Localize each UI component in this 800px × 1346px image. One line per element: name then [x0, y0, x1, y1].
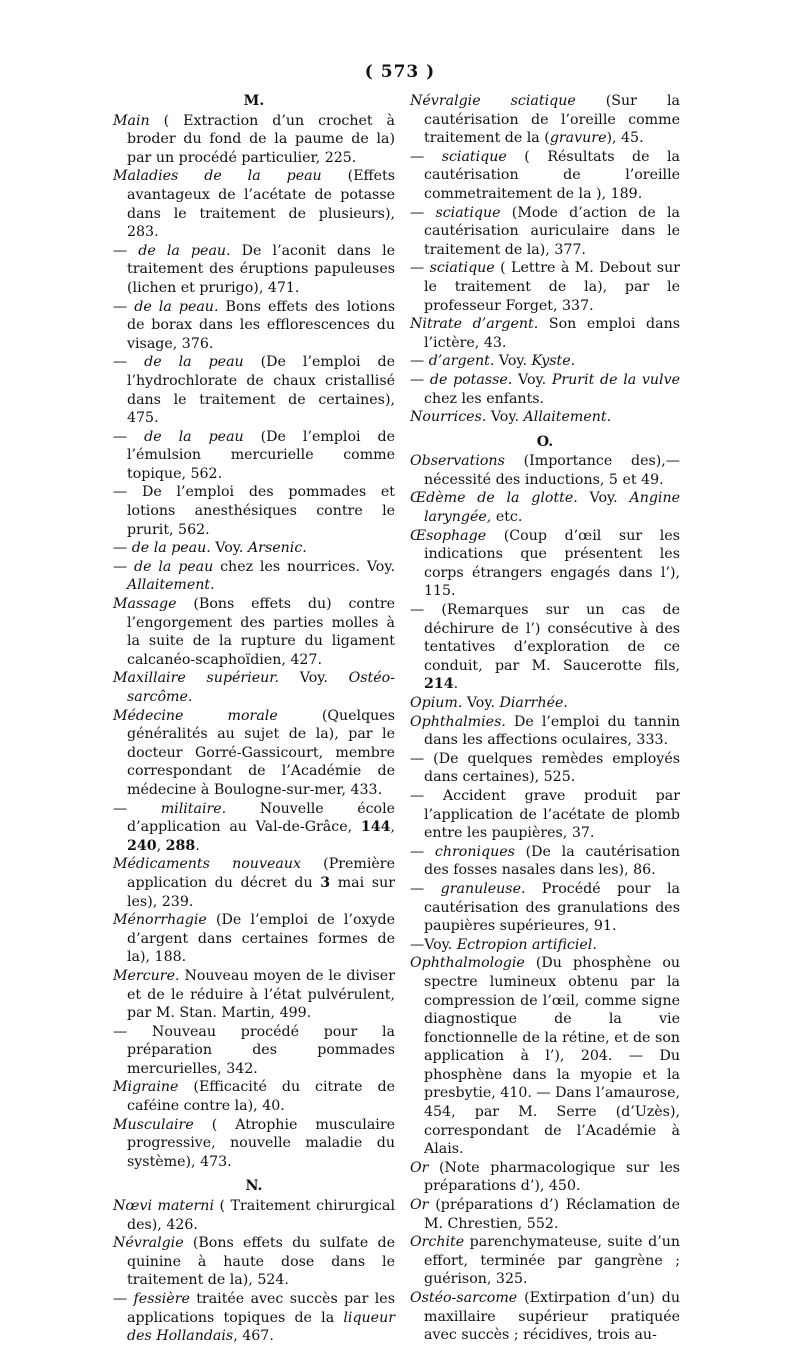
index-entry [410, 1159, 680, 1196]
index-entry [410, 148, 680, 204]
entry-text: Voy. [577, 490, 630, 507]
entry-term: militaire. [160, 800, 227, 817]
entry-text: De l’emploi du tannin dans les affections oculaires, 333. [424, 713, 680, 749]
entry-term: Ophthalmies. [410, 713, 506, 730]
entry-text: Voy. [494, 353, 532, 370]
entry-text: — [410, 204, 436, 221]
entry-term: Angine laryngée, [424, 490, 680, 526]
entry-text: (Bons effets du sulfate de quinine à haute dose dans le traitement de la), 524. [127, 1235, 395, 1289]
entry-text: — [410, 880, 441, 897]
index-entry [113, 1197, 395, 1234]
entry-text: ), 45. [606, 130, 644, 147]
index-entry [113, 558, 395, 595]
entry-term: fessière [133, 1291, 190, 1307]
entry-text: — [410, 843, 435, 860]
entry-text: — [113, 242, 139, 259]
entry-text: 214 [424, 676, 454, 693]
entry-text: (préparations d’) Réclamation de M. Chrestien, 552. [424, 1197, 680, 1232]
entry-term: gravure [549, 130, 607, 147]
section-letter-heading: O. [536, 433, 554, 450]
entry-text: De l’aconit dans le traitement des éruptions papuleuses (lichen et prurigo), 471. [127, 242, 396, 296]
index-entry [410, 408, 680, 427]
index-entry [113, 1234, 395, 1290]
entry-text: (Extirpation d’un) du maxillaire supérieur pratiquée avec succès ; récidives, trois au- [424, 1290, 680, 1344]
entry-text: — Accident grave produit par l’application de l’acétate de plomb entre les paupières, 37. [410, 787, 680, 842]
entry-text: mai sur les), 239. [127, 874, 395, 910]
entry-text: Voy. [512, 371, 552, 388]
entry-term: Main [113, 112, 150, 129]
entry-text: ( Lettre à M. Debout sur le traitement de la), par le professeur Forget, 337. [424, 260, 681, 314]
entry-text: — [113, 428, 145, 445]
entry-text: 240 [127, 837, 157, 854]
entry-term: granuleuse. [440, 880, 526, 897]
entry-text: — [113, 354, 145, 371]
entry-text: (De l’emploi de l’oxyde d’argent dans certaines formes de la), 188. [127, 912, 395, 966]
index-entry [410, 1196, 680, 1233]
entry-text: (Coup d’œil sur les indications que présentent les corps étrangers engagés dans l’), 115. [424, 527, 680, 600]
entry-term: Nœvi materni [113, 1198, 214, 1215]
index-entry [113, 1116, 395, 1172]
entry-text: ( Extraction d’un crochet à broder du fond de la paume de la) par un procédé particulier, 225. [127, 112, 395, 166]
entry-term: sciatique [435, 204, 501, 221]
index-entry [410, 880, 680, 936]
entry-text: (Mode d’action de la cautérisation auriculaire dans le traitement de la), 377. [424, 204, 681, 258]
entry-term: de la peau. [131, 540, 211, 557]
entry-text: traitée avec succès par les applications topiques de la [127, 1291, 395, 1326]
index-entry [410, 1233, 680, 1289]
entry-text: — [113, 540, 132, 557]
index-entry [410, 936, 680, 955]
index-entry [113, 483, 395, 539]
entry-text: Nouvelle école d’application au Val-de-Grâce, [127, 800, 396, 836]
entry-term: Maxillaire supérieur. [113, 670, 280, 687]
entry-text: chez les enfants. [424, 390, 545, 407]
entry-text: ( Traitement chirurgical des), 426. [127, 1198, 395, 1233]
entry-term: Ostéo-sarcôme. [127, 670, 395, 705]
entry-term: Névralgie [113, 1235, 184, 1252]
entry-text: — [410, 371, 430, 388]
index-entry [410, 750, 680, 787]
entry-term: Massage [113, 596, 177, 613]
entry-text: , 467. [233, 1328, 274, 1345]
entry-text: 288 [165, 837, 196, 854]
entry-text: (Première application du décret du [127, 856, 395, 891]
entry-text: (Note pharmacologique sur les préparations d’), 450. [424, 1159, 680, 1195]
entry-term: Allaitement. [523, 409, 612, 426]
entry-term: Or [410, 1197, 429, 1214]
index-entry [113, 242, 395, 298]
entry-text: (Effets avantageux de l’acétate de potasse dans le traitement de plusieurs), 283. [127, 168, 396, 241]
index-entry [113, 595, 395, 669]
section-letter-heading: N. [245, 1178, 263, 1195]
entry-text: — [410, 353, 429, 370]
entry-text: — De l’emploi des pommades et lotions anesthésiques contre le prurit, 562. [113, 484, 395, 538]
entry-text: — [113, 800, 161, 817]
index-entry [113, 353, 395, 427]
entry-text: (Bons effets du) contre l’engorgement des parties molles à la suite de la rupture du ligament calcanéo-scaphoïdien, 427. [127, 596, 395, 668]
index-entry [410, 787, 680, 843]
index-entry [113, 112, 395, 168]
entry-text: —Voy. [410, 936, 457, 953]
entry-text: Procédé pour la cautérisation des granulations des paupières supérieures, 91. [424, 880, 680, 935]
entry-term: Nitrate d’argent. [410, 316, 539, 333]
entry-text: Nouveau moyen de le diviser et de le réduire à l’état pulvérulent, par M. Stan. Martin, 499. [127, 967, 395, 1022]
index-column-right [410, 92, 680, 1345]
entry-term: de la peau. [138, 242, 231, 259]
index-entry [113, 800, 395, 856]
entry-text: — [410, 148, 442, 165]
index-entry [113, 1290, 395, 1346]
index-entry [410, 601, 680, 694]
entry-text: Voy. [462, 695, 500, 711]
entry-text: 3 [320, 874, 331, 891]
entry-term: Opium. [410, 695, 463, 711]
index-entry [410, 1289, 680, 1345]
index-entry [113, 911, 395, 967]
entry-term: Ophthalmologie [410, 955, 525, 972]
index-entry [113, 1078, 395, 1115]
entry-term: Orchite [410, 1234, 465, 1251]
entry-text: ( Résultats de la cautérisation de l’oreille commetraitement de la ), 189. [424, 148, 680, 202]
entry-text: , [156, 837, 166, 854]
entry-text: (De la cautérisation des fosses nasales dans les), 86. [424, 843, 680, 879]
entry-term: Maladies de la peau [113, 168, 322, 185]
entry-text: 144 [360, 819, 391, 836]
entry-term: de la peau [134, 558, 214, 575]
index-entry [113, 707, 395, 800]
entry-term: Névralgie sciatique [410, 93, 576, 109]
index-entry [410, 92, 680, 148]
entry-term: Œdème de la glotte. [410, 490, 578, 507]
entry-term: Musculaire [113, 1116, 194, 1133]
index-entry [410, 452, 680, 489]
entry-term: de la peau [144, 428, 244, 445]
entry-term: Nourrices. [410, 409, 487, 426]
entry-term: Ostéo-sarcome [410, 1290, 518, 1306]
entry-text: Son emploi dans l’ictère, 43. [424, 316, 680, 351]
index-column-left [113, 92, 395, 1346]
entry-text: (Du phosphène ou spectre lumineux obtenu par la compression de l’œil, comme signe diagnostique de la vie fonctionnelle de la rétine, et de son application à l’), 204. — Du phosphène dans la myopie et la presbytie, 410. — Dans l’amaurose, 454, par M. Serre (d’Uzès), correspondant de l’Académie à Alais. [424, 955, 680, 1158]
entry-term: Diarrhée. [499, 695, 568, 711]
entry-text: — Nouveau procédé pour la préparation des pommades mercurielles, 342. [113, 1023, 395, 1077]
index-entry [410, 259, 680, 315]
index-entry [113, 855, 395, 911]
entry-term: chroniques [434, 843, 515, 860]
entry-text: (Sur la cautérisation de l’oreille comme traitement de la ( [424, 93, 680, 147]
index-entry [113, 428, 395, 484]
entry-text: Voy. [486, 409, 524, 426]
entry-text: — [410, 260, 430, 277]
entry-term: Prurit de la vulve [551, 371, 680, 388]
entry-term: sciatique [441, 148, 507, 165]
entry-text: . [195, 837, 200, 854]
entry-text: — (Remarques sur un cas de déchirure de l’) consécutive à des tentatives d’exploration de ce conduit, par M. Saucerotte fils, [410, 602, 680, 674]
page-number: ( 573 ) [364, 62, 436, 82]
index-entry [410, 371, 680, 408]
entry-term: de potasse. [429, 371, 513, 388]
index-entry [113, 167, 395, 241]
index-entry [410, 954, 680, 1159]
entry-text: — [113, 558, 135, 575]
index-entry [113, 669, 395, 706]
index-entry [410, 204, 680, 260]
entry-text: Voy. [210, 540, 248, 557]
entry-term: Allaitement. [127, 577, 215, 594]
index-entry [410, 694, 680, 713]
entry-text: (Quelques généralités au sujet de la), par le docteur Gorré-Gassicourt, membre correspondant de l’Académie de médecine à Boulogne-sur-mer, 433. [127, 707, 395, 798]
entry-text: chez les nourrices. Voy. [213, 558, 395, 575]
entry-text: Voy. [279, 670, 349, 687]
entry-term: liqueur des Hollandais [127, 1309, 395, 1345]
entry-term: Migraine [113, 1079, 179, 1096]
index-entry [410, 843, 680, 880]
entry-text: — (De quelques remèdes employés dans certaines), 525. [410, 750, 680, 786]
entry-text: ( Atrophie musculaire progressive, nouvelle maladie du système), 473. [127, 1116, 395, 1170]
index-entry [410, 713, 680, 750]
entry-text: Bons effets des lotions de borax dans les efflorescences du visage, 376. [127, 298, 396, 352]
entry-text: — [113, 298, 135, 315]
index-entry [113, 539, 395, 558]
entry-term: Médecine morale [113, 707, 278, 724]
entry-term: Ménorrhagie [113, 912, 207, 929]
index-entry [113, 1023, 395, 1079]
entry-term: de la peau. [134, 298, 219, 315]
entry-term: de la peau [144, 354, 244, 371]
entry-term: d’argent. [428, 353, 495, 370]
index-entry [410, 315, 680, 352]
index-entry [410, 352, 680, 371]
index-entry [113, 967, 395, 1023]
section-letter-heading: M. [243, 93, 265, 109]
entry-text: (Importance des),—nécessité des inductions, 5 et 49. [424, 453, 680, 488]
entry-term: Arsenic. [247, 540, 307, 557]
entry-term: Œsophage [410, 527, 487, 544]
entry-text: etc. [491, 509, 523, 526]
entry-text: (De l’emploi de l’hydrochlorate de chaux cristallisé dans le traitement de certaines), 475. [127, 354, 395, 427]
entry-text: (De l’emploi de l’émulsion mercurielle comme topique, 562. [127, 428, 395, 482]
entry-term: sciatique [429, 260, 495, 277]
entry-text: (Efficacité du citrate de caféine contre la), 40. [127, 1079, 395, 1115]
entry-term: Médicaments nouveaux [113, 856, 301, 873]
entry-text: — [113, 1291, 134, 1307]
entry-text: . [453, 676, 459, 693]
entry-term: Kyste. [531, 353, 576, 370]
entry-term: Ectropion artificiel. [456, 936, 597, 953]
entry-term: Mercure. [113, 967, 180, 984]
index-entry [410, 527, 680, 601]
index-entry [410, 489, 680, 526]
entry-text: , [390, 819, 395, 836]
entry-term: Or [410, 1159, 429, 1176]
entry-term: Observations [410, 453, 505, 470]
index-entry [113, 298, 395, 354]
entry-text: parenchymateuse, suite d’un effort, terminée par gangrène ; guérison, 325. [424, 1234, 680, 1288]
